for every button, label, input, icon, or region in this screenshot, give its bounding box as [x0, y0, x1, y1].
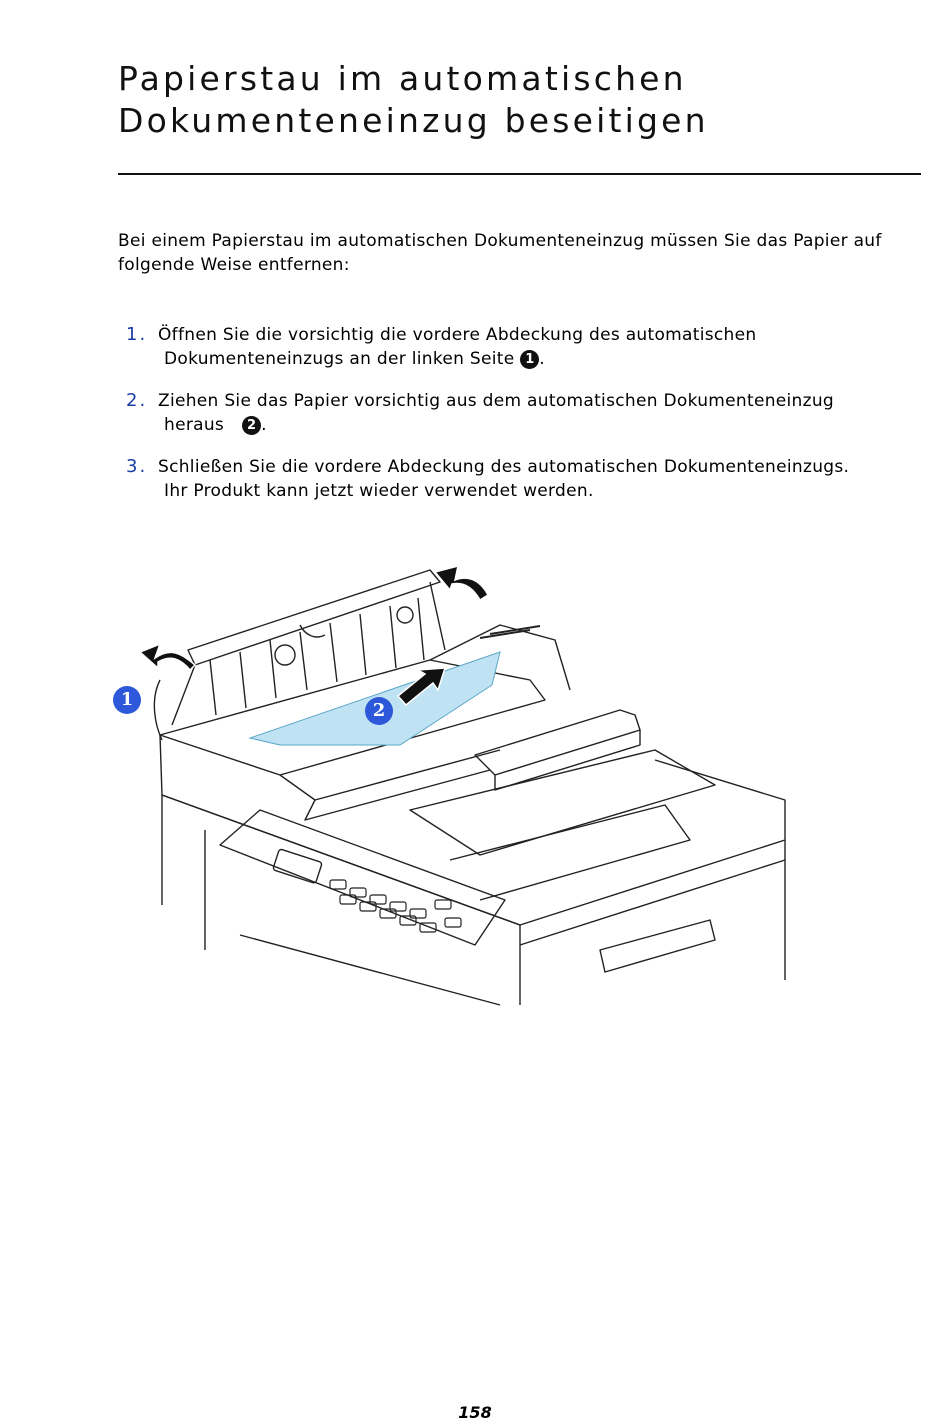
- steps-list: [118, 323, 918, 521]
- page-title-line-1: Papierstau im automatischen: [118, 59, 687, 98]
- step-1: [118, 323, 918, 371]
- step-text-continued: heraus 2 .: [164, 415, 267, 435]
- page-title: [118, 58, 709, 142]
- page-number: 158: [458, 1403, 492, 1422]
- title-divider: [118, 173, 921, 175]
- open-cover-arrow-left: [140, 644, 195, 670]
- printer-adf-illustration: [100, 540, 800, 1010]
- step-text: Schließen Sie die vordere Abdeckung des automatischen Dokumenteneinzugs.: [158, 457, 850, 477]
- callout-1: 1: [113, 686, 141, 714]
- step-text: Öffnen Sie die vorsichtig die vordere Abdeckung des automatischen: [158, 325, 757, 345]
- step-3: [118, 455, 918, 503]
- step-text: Ziehen Sie das Papier vorsichtig aus dem automatischen Dokumenteneinzug: [158, 391, 835, 411]
- open-cover-arrow-right: [435, 566, 488, 600]
- step-text-continued: Dokumenteneinzugs an der linken Seite 1 .: [164, 349, 545, 369]
- page-title-line-2: Dokumenteneinzug beseitigen: [118, 101, 709, 140]
- step-marker-1: 1: [520, 350, 539, 369]
- adf-cover: [188, 570, 440, 665]
- step-text-continued: Ihr Produkt kann jetzt wieder verwendet werden.: [164, 481, 594, 501]
- step-number: 3.: [126, 456, 148, 477]
- step-number: 1.: [126, 324, 148, 345]
- callout-2: 2: [365, 697, 393, 725]
- step-2: [118, 389, 918, 437]
- intro-paragraph: Bei einem Papierstau im automatischen Dokumenteneinzug müssen Sie das Papier auf folgende Weise entfernen:: [118, 231, 882, 275]
- step-number: 2.: [126, 390, 148, 411]
- step-marker-2: 2: [242, 416, 261, 435]
